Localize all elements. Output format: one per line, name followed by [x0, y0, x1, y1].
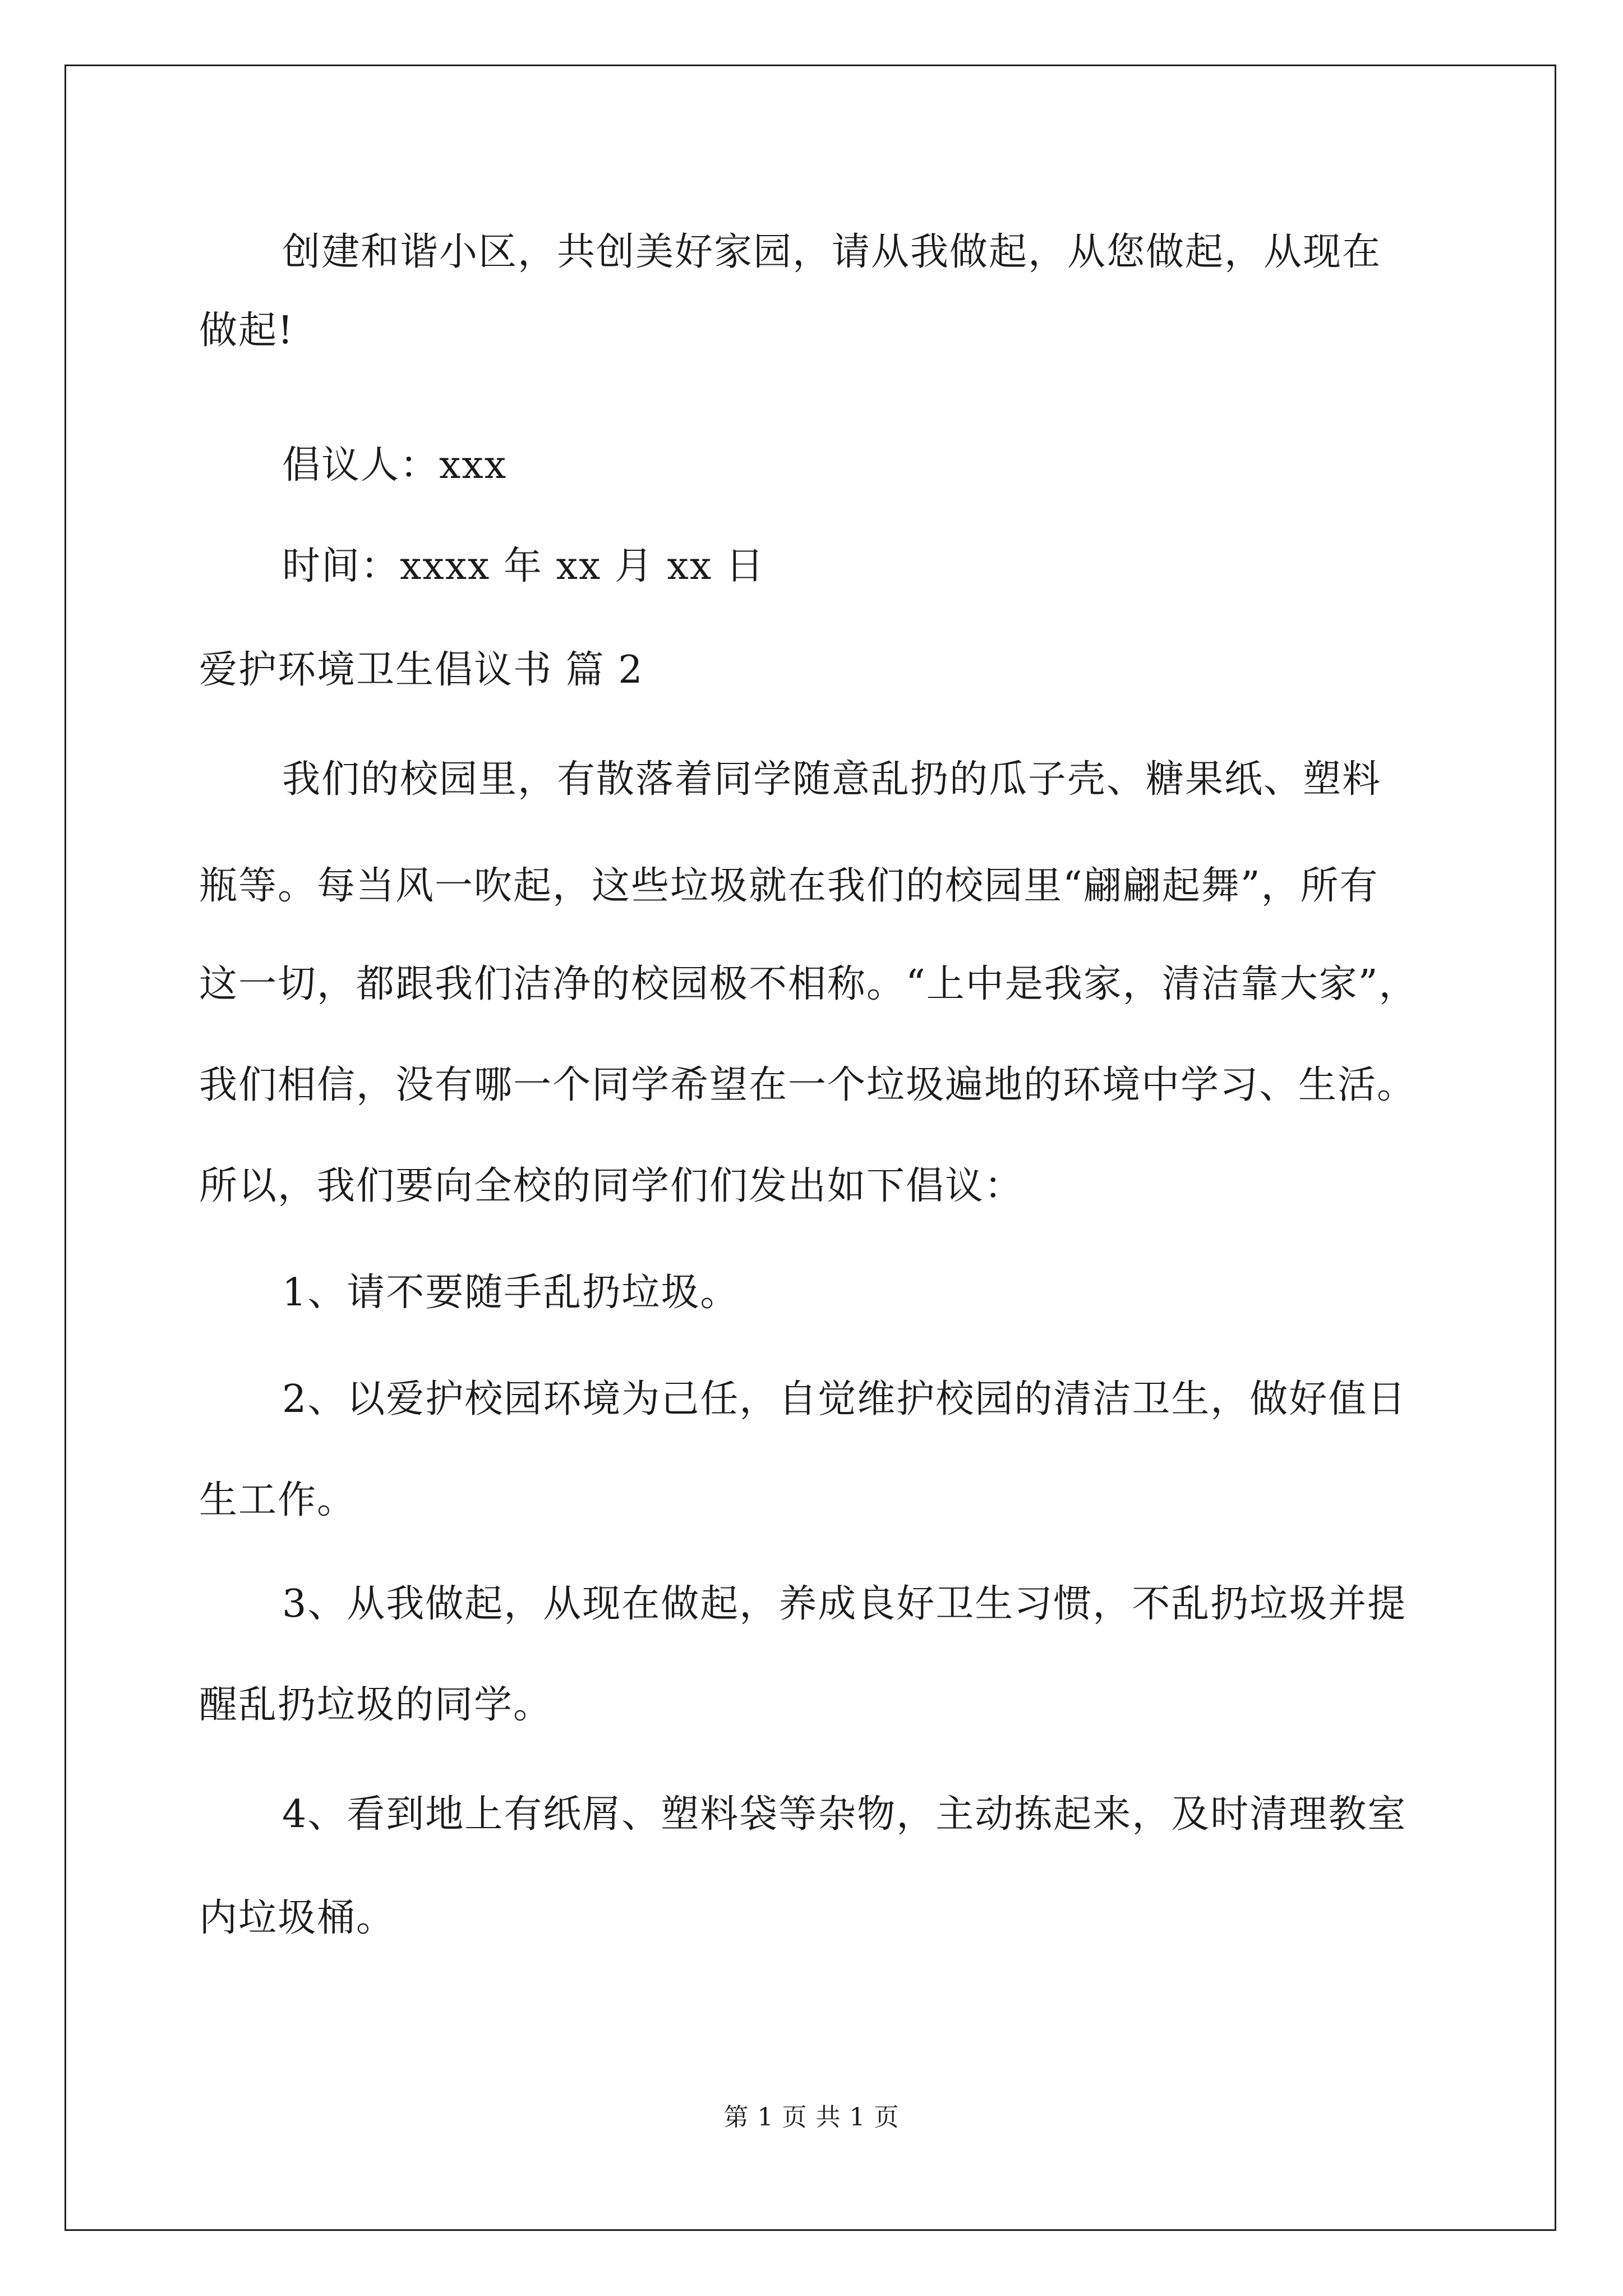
section-heading: 爱护环境卫生倡议书 篇 2: [199, 648, 644, 692]
paragraph-line: 做起!: [199, 309, 294, 353]
list-item-continuation: 醒乱扔垃圾的同学。: [199, 1683, 553, 1727]
list-item: 2、以爱护校园环境为己任，自觉维护校园的清洁卫生，做好值日: [282, 1377, 1407, 1421]
page-footer: 第 1 页 共 1 页: [723, 2103, 900, 2132]
list-item: 3、从我做起，从现在做起，养成良好卫生习惯，不乱扔垃圾并提: [282, 1582, 1407, 1626]
proposer-signature: 倡议人：xxx: [282, 443, 508, 487]
list-item-continuation: 生工作。: [199, 1478, 357, 1522]
paragraph-line: 我们相信，没有哪一个同学希望在一个垃圾遍地的环境中学习、生活。: [199, 1063, 1417, 1107]
paragraph-line: 创建和谐小区，共创美好家园，请从我做起，从您做起，从现在: [282, 230, 1382, 274]
paragraph-line: 我们的校园里，有散落着同学随意乱扔的瓜子壳、糖果纸、塑料: [282, 757, 1382, 802]
list-item: 4、看到地上有纸屑、塑料袋等杂物，主动拣起来，及时清理教室: [282, 1792, 1407, 1837]
paragraph-line: 瓶等。每当风一吹起，这些垃圾就在我们的校园里“翩翩起舞”，所有: [199, 864, 1379, 908]
list-item-continuation: 内垃圾桶。: [199, 1896, 396, 1940]
list-item: 1、请不要随手乱扔垃圾。: [282, 1271, 740, 1315]
paragraph-line: 所以，我们要向全校的同学们们发出如下倡议：: [199, 1164, 1024, 1208]
paragraph-line: 这一切，都跟我们洁净的校园极不相称。“上中是我家，清洁靠大家”，: [199, 962, 1418, 1006]
date-line: 时间：xxxx 年 xx 月 xx 日: [282, 544, 765, 588]
